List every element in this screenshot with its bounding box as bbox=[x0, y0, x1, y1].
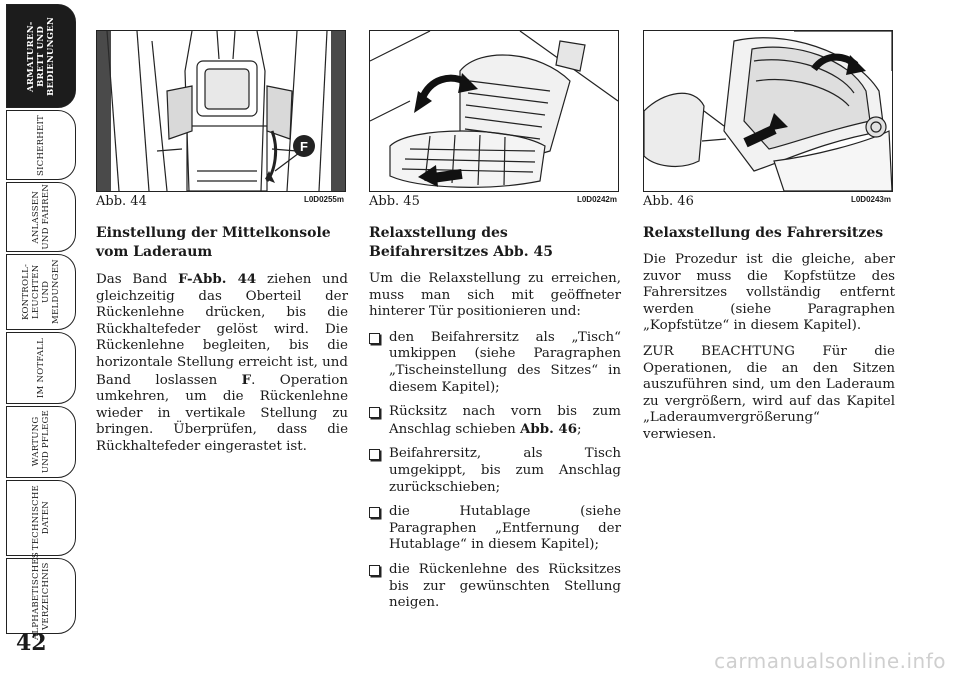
column-fahrersitz bbox=[643, 224, 895, 453]
text-run: . Operation umkehren, um die Rückenlehne wieder in vertikale Stellung zu bringen. Überprüfen, dass die Rückhaltefeder eingerastet ist. bbox=[96, 372, 348, 454]
tab-alphabetisches-verzeichnis[interactable] bbox=[6, 551, 76, 641]
console-illustration bbox=[97, 31, 345, 191]
rear-seat-illustration bbox=[644, 31, 892, 191]
tab-im-notfall[interactable] bbox=[6, 332, 76, 404]
step-list bbox=[369, 330, 621, 612]
figure-reference: Abb. 46 bbox=[519, 420, 578, 437]
seat-illustration bbox=[370, 31, 618, 191]
caption-label: Abb. 46 bbox=[643, 194, 694, 209]
figure-reference: F bbox=[241, 371, 252, 388]
item-text: die Rückenlehne des Rücksitzes bis zur gewünschten Stellung neigen. bbox=[389, 561, 621, 611]
caption-label: Abb. 45 bbox=[369, 194, 420, 209]
caption-label: Abb. 44 bbox=[96, 194, 147, 209]
list-item bbox=[369, 330, 621, 396]
text-run: Das Band bbox=[96, 272, 179, 287]
tab-technische-daten[interactable] bbox=[6, 480, 76, 556]
item-text: den Beifahrersitz als „Tisch“ umkippen (siehe Paragraphen „Tischeinstellung des Sitzes“ in diesem Kapitel); bbox=[389, 329, 621, 395]
section-tabs bbox=[0, 0, 82, 640]
tab-label: ALPHABETISCHES VERZEICHNIS bbox=[31, 551, 51, 641]
item-text: die Hutablage (siehe Paragraphen „Entfernung der Hutablage“ in diesem Kapitel); bbox=[389, 504, 621, 553]
item-text: Beifahrersitz, als Tisch umgekippt, bis zum Anschlag zurückschieben; bbox=[389, 446, 621, 495]
tab-armaturenbrett[interactable] bbox=[6, 4, 76, 108]
tab-label: TECHNISCHE DATEN bbox=[31, 485, 51, 551]
tab-sicherheit[interactable] bbox=[6, 110, 76, 180]
checkbox-bullet-icon bbox=[369, 507, 380, 518]
callout-f-marker: F bbox=[293, 135, 315, 157]
figure-46-caption bbox=[643, 194, 893, 210]
list-item bbox=[369, 504, 621, 554]
tab-label: SICHERHEIT bbox=[36, 114, 46, 176]
image-code: L0D0243m bbox=[850, 195, 891, 204]
list-item bbox=[369, 562, 621, 612]
item-text: Rücksitz nach vorn bis zum Anschlag schieben bbox=[389, 404, 621, 437]
body-paragraph: Die Prozedur ist die gleiche, aber zuvor muss die Kopfstütze des Fahrersitzes vollständig entfernt werden (siehe Paragraphen „Kopfstütze“ in diesem Kapitel). bbox=[643, 252, 895, 334]
figure-reference: F-Abb. 44 bbox=[178, 271, 257, 287]
tab-label: IM NOTFALL bbox=[36, 337, 46, 399]
tab-wartung-und-pflege[interactable] bbox=[6, 406, 76, 478]
watermark: carmanualsonline.info bbox=[714, 649, 946, 673]
list-item bbox=[369, 446, 621, 496]
tab-label: WARTUNG UND PFLEGE bbox=[31, 410, 51, 474]
page-number: 42 bbox=[16, 630, 47, 656]
tab-label: ARMATUREN- BRETT UND BEDIENUNGEN bbox=[26, 16, 56, 96]
list-item bbox=[369, 404, 621, 438]
section-heading: Relaxstellung des Beifahrersitzes Abb. 45 bbox=[369, 225, 553, 260]
image-code: L0D0255m bbox=[303, 195, 344, 204]
figure-45-passenger-seat bbox=[369, 30, 619, 192]
note-paragraph: ZUR BEACHTUNG Für die Operationen, die an den Sitzen auszuführen sind, um den Laderaum zu vergrößern, wird auf das Kapitel „Laderaumvergrößerung“ verwiesen. bbox=[643, 343, 895, 442]
checkbox-bullet-icon bbox=[369, 565, 380, 576]
text-run: ziehen und gleichzeitig das Oberteil der Rückenlehne drücken, bis die Rückhaltefeder gelöst wird. Die Rückenlehne begleiten, bis die horizontale Stellung erreicht ist, und Band loslassen bbox=[96, 272, 348, 388]
checkbox-bullet-icon bbox=[369, 449, 380, 460]
tab-label: ANLASSEN UND FAHREN bbox=[31, 184, 51, 250]
figure-46-rear-seat bbox=[643, 30, 893, 192]
section-heading: Relaxstellung des Fahrersitzes bbox=[643, 225, 884, 241]
image-code: L0D0242m bbox=[576, 195, 617, 204]
figure-44-console bbox=[96, 30, 346, 192]
column-mittelkonsole bbox=[96, 224, 348, 465]
checkbox-bullet-icon bbox=[369, 333, 380, 344]
figure-44-caption bbox=[96, 194, 346, 210]
tab-kontrollleuchten[interactable] bbox=[6, 254, 76, 330]
figure-45-caption bbox=[369, 194, 619, 210]
column-beifahrersitz bbox=[369, 224, 621, 620]
tab-label: KONTROLL- LEUCHTEN UND MELDUNGEN bbox=[21, 259, 61, 325]
body-paragraph bbox=[96, 271, 348, 456]
tab-anlassen-und-fahren[interactable] bbox=[6, 182, 76, 252]
checkbox-bullet-icon bbox=[369, 407, 380, 418]
item-text: ; bbox=[577, 421, 582, 437]
section-heading: Einstellung der Mittelkonsole vom Laderaum bbox=[96, 225, 331, 260]
intro-paragraph: Um die Relaxstellung zu erreichen, muss man sich mit geöffneter hinterer Tür positionieren und: bbox=[369, 271, 621, 320]
